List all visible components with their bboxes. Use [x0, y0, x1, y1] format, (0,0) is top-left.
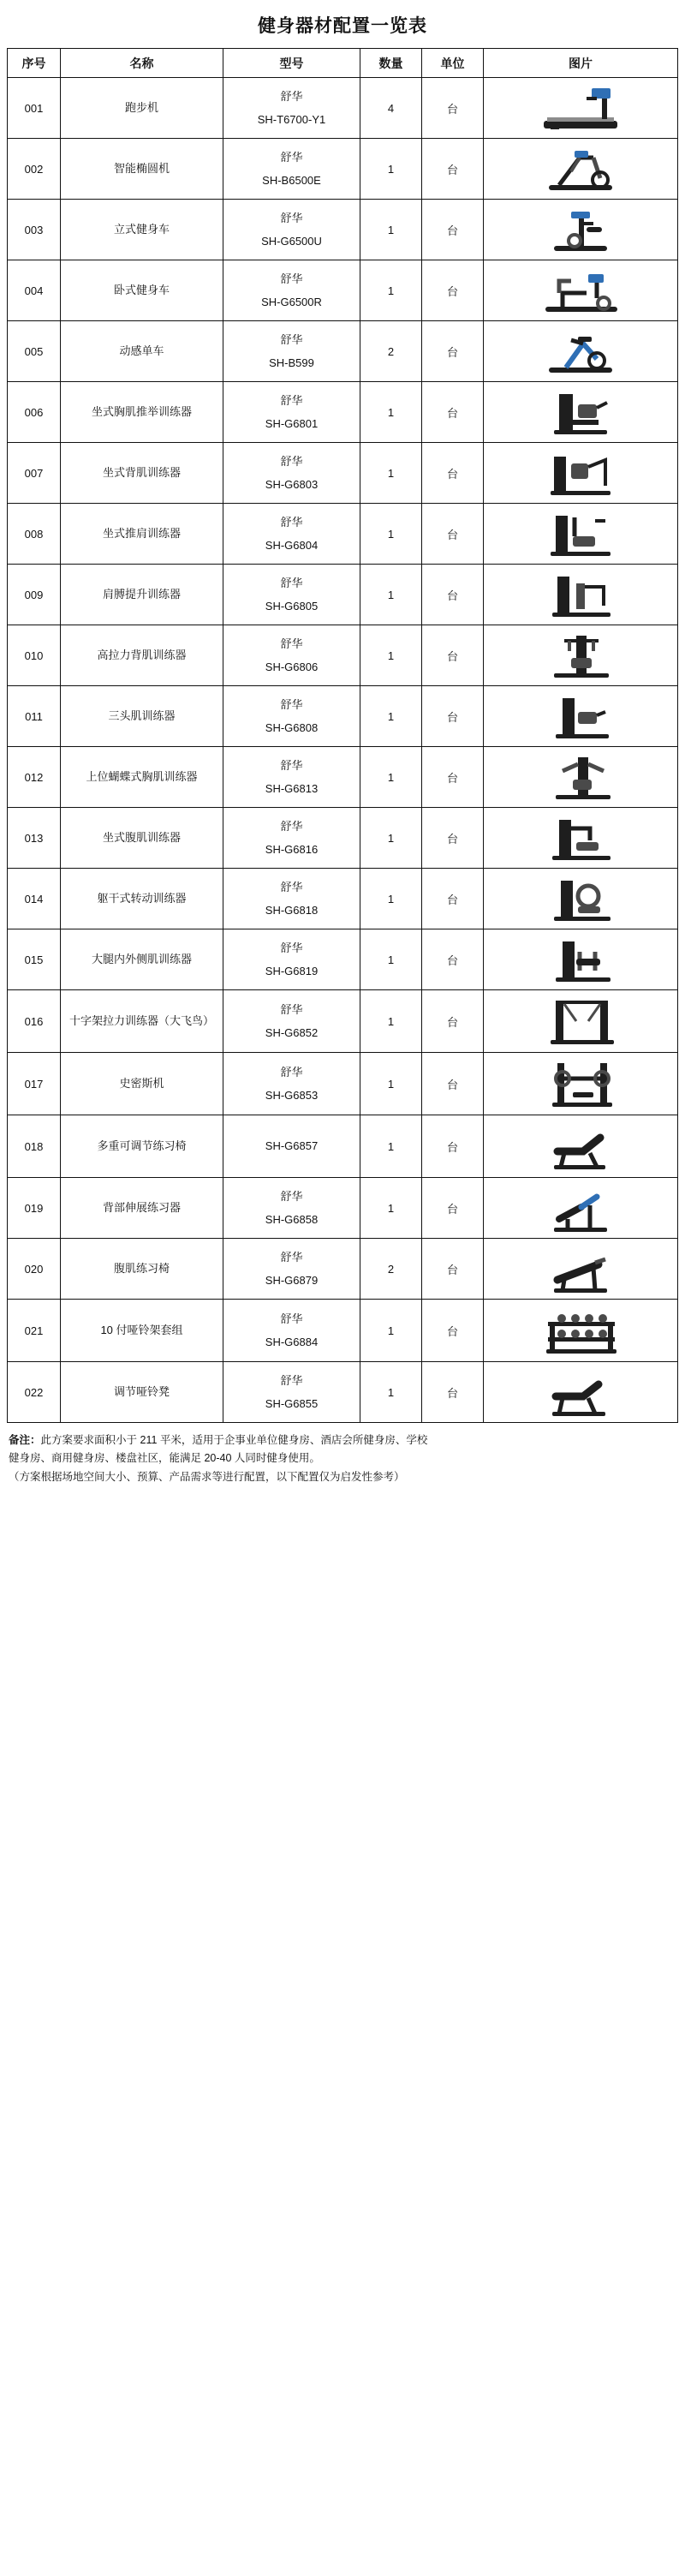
pec-fly-icon — [485, 750, 676, 804]
cell-model — [223, 808, 360, 869]
cell-name: 坐式推肩训练器 — [61, 504, 223, 565]
model-number: SH-G6806 — [265, 660, 319, 673]
model-number: SH-G6805 — [265, 600, 319, 613]
model-number: SH-B599 — [269, 356, 314, 369]
cell-image — [484, 1300, 678, 1362]
cell-quantity: 1 — [360, 1362, 422, 1423]
cell-image — [484, 443, 678, 504]
model-number: SH-G6853 — [265, 1089, 319, 1102]
cell-name: 上位蝴蝶式胸肌训练器 — [61, 747, 223, 808]
cell-model — [223, 929, 360, 990]
cell-quantity: 1 — [360, 382, 422, 443]
cell-index: 011 — [8, 686, 61, 747]
cell-model — [223, 1362, 360, 1423]
model-number: SH-G6808 — [265, 721, 319, 734]
cell-image — [484, 1178, 678, 1239]
model-number: SH-G6816 — [265, 843, 319, 856]
cell-index: 010 — [8, 625, 61, 686]
table-row — [8, 1362, 678, 1423]
table-row — [8, 382, 678, 443]
column-header-unit: 单位 — [422, 49, 484, 78]
cable-crossover-icon — [485, 994, 676, 1049]
table-row — [8, 929, 678, 990]
cell-name: 背部伸展练习器 — [61, 1178, 223, 1239]
table-row — [8, 139, 678, 200]
page-title: 健身器材配置一览表 — [258, 16, 427, 36]
model-brand: 舒华 — [280, 941, 303, 954]
cell-name: 动感单车 — [61, 321, 223, 382]
table-row — [8, 443, 678, 504]
table-row — [8, 78, 678, 139]
cell-name: 10 付哑铃架套组 — [61, 1300, 223, 1362]
cell-unit: 台 — [422, 139, 484, 200]
cell-image — [484, 565, 678, 625]
footer-text-1: 此方案要求面积小于 211 平米，适用于企事业单位健身房、酒店会所健身房、学校 — [40, 1434, 428, 1446]
cell-unit: 台 — [422, 382, 484, 443]
cell-image — [484, 990, 678, 1053]
model-brand: 舒华 — [280, 1373, 303, 1387]
model-brand: 舒华 — [280, 150, 303, 164]
cell-model — [223, 686, 360, 747]
cell-unit: 台 — [422, 1115, 484, 1178]
model-number: SH-G6500R — [261, 296, 322, 308]
cell-index: 015 — [8, 929, 61, 990]
cell-model — [223, 260, 360, 321]
cell-quantity: 1 — [360, 625, 422, 686]
model-number: SH-G6500U — [261, 235, 322, 248]
table-row — [8, 990, 678, 1053]
cell-model — [223, 1239, 360, 1300]
cell-model — [223, 869, 360, 929]
model-brand: 舒华 — [280, 1250, 303, 1264]
model-number: SH-G6813 — [265, 782, 319, 795]
dumbbell-bench-icon — [485, 1366, 676, 1419]
cell-index: 004 — [8, 260, 61, 321]
cell-unit: 台 — [422, 565, 484, 625]
cell-model — [223, 1300, 360, 1362]
cell-unit: 台 — [422, 200, 484, 260]
cell-index: 002 — [8, 139, 61, 200]
cell-unit: 台 — [422, 1239, 484, 1300]
cell-model — [223, 990, 360, 1053]
triceps-machine-icon — [485, 690, 676, 743]
cell-unit: 台 — [422, 443, 484, 504]
cell-index: 003 — [8, 200, 61, 260]
table-row — [8, 747, 678, 808]
cell-index: 021 — [8, 1300, 61, 1362]
cell-quantity: 1 — [360, 1053, 422, 1115]
cell-quantity: 1 — [360, 869, 422, 929]
model-brand: 舒华 — [280, 211, 303, 224]
model-number: SH-G6804 — [265, 539, 319, 552]
shrug-machine-icon — [485, 568, 676, 621]
model-brand: 舒华 — [280, 637, 303, 650]
cell-name: 大腿内外侧肌训练器 — [61, 929, 223, 990]
cell-name: 三头肌训练器 — [61, 686, 223, 747]
table-row — [8, 1115, 678, 1178]
model-brand: 舒华 — [280, 89, 303, 103]
column-header-index: 序号 — [8, 49, 61, 78]
cell-image — [484, 382, 678, 443]
shoulder-press-icon — [485, 507, 676, 560]
model-brand: 舒华 — [280, 272, 303, 285]
cell-unit: 台 — [422, 808, 484, 869]
column-header-model: 型号 — [223, 49, 360, 78]
model-number: SH-G6801 — [265, 417, 319, 430]
equipment-table — [7, 48, 678, 1423]
cell-quantity: 1 — [360, 686, 422, 747]
table-row — [8, 1178, 678, 1239]
cell-quantity: 1 — [360, 1178, 422, 1239]
cell-image — [484, 686, 678, 747]
model-brand: 舒华 — [280, 332, 303, 346]
table-row — [8, 808, 678, 869]
cell-quantity: 1 — [360, 443, 422, 504]
cell-name: 坐式背肌训练器 — [61, 443, 223, 504]
cell-image — [484, 625, 678, 686]
cell-name: 腹肌练习椅 — [61, 1239, 223, 1300]
cell-index: 022 — [8, 1362, 61, 1423]
table-row — [8, 321, 678, 382]
cell-image — [484, 504, 678, 565]
cell-unit: 台 — [422, 869, 484, 929]
cell-unit: 台 — [422, 260, 484, 321]
cell-image — [484, 78, 678, 139]
model-brand: 舒华 — [280, 515, 303, 529]
cell-name: 立式健身车 — [61, 200, 223, 260]
table-row — [8, 686, 678, 747]
cell-quantity: 4 — [360, 78, 422, 139]
model-brand: 舒华 — [280, 1065, 303, 1079]
model-number: SH-G6855 — [265, 1397, 319, 1410]
cell-index: 017 — [8, 1053, 61, 1115]
cell-quantity: 1 — [360, 1115, 422, 1178]
table-row — [8, 200, 678, 260]
model-brand: 舒华 — [280, 1002, 303, 1016]
cell-quantity: 1 — [360, 747, 422, 808]
cell-model — [223, 321, 360, 382]
cell-model — [223, 1053, 360, 1115]
spin-bike-icon — [485, 325, 676, 378]
cell-unit: 台 — [422, 504, 484, 565]
cell-quantity: 1 — [360, 260, 422, 321]
cell-unit: 台 — [422, 625, 484, 686]
back-machine-icon — [485, 446, 676, 499]
recumbent-bike-icon — [485, 264, 676, 317]
cell-name: 调节哑铃凳 — [61, 1362, 223, 1423]
cell-model — [223, 139, 360, 200]
footer-line-3: （方案根据场地空间大小、预算、产品需求等进行配置，以下配置仅为启发性参考） — [9, 1470, 405, 1483]
cell-image — [484, 808, 678, 869]
column-header-name: 名称 — [61, 49, 223, 78]
cell-name: 肩膊提升训练器 — [61, 565, 223, 625]
cell-name: 坐式胸肌推举训练器 — [61, 382, 223, 443]
model-brand: 舒华 — [280, 697, 303, 711]
cell-unit: 台 — [422, 686, 484, 747]
model-number: SH-G6819 — [265, 965, 319, 977]
model-number: SH-B6500E — [262, 174, 321, 187]
cell-name: 智能椭圆机 — [61, 139, 223, 200]
cell-quantity: 1 — [360, 139, 422, 200]
cell-unit: 台 — [422, 1362, 484, 1423]
cell-unit: 台 — [422, 747, 484, 808]
cell-index: 007 — [8, 443, 61, 504]
cell-image — [484, 1053, 678, 1115]
ab-bench-icon — [485, 1242, 676, 1295]
table-row — [8, 1053, 678, 1115]
model-brand: 舒华 — [280, 819, 303, 833]
column-header-qty: 数量 — [360, 49, 422, 78]
cell-model — [223, 565, 360, 625]
table-header-row — [8, 49, 678, 78]
cell-unit: 台 — [422, 990, 484, 1053]
cell-model — [223, 443, 360, 504]
lat-pulldown-icon — [485, 629, 676, 682]
model-number: SH-G6852 — [265, 1026, 319, 1039]
model-number: SH-G6884 — [265, 1336, 319, 1348]
smith-machine-icon — [485, 1056, 676, 1111]
cell-image — [484, 1362, 678, 1423]
cell-image — [484, 1115, 678, 1178]
cell-index: 001 — [8, 78, 61, 139]
cell-image — [484, 747, 678, 808]
model-number: SH-G6858 — [265, 1213, 319, 1226]
model-number: SH-G6857 — [265, 1139, 319, 1153]
hip-adductor-icon — [485, 933, 676, 986]
model-brand: 舒华 — [280, 880, 303, 894]
upright-bike-icon — [485, 203, 676, 256]
cell-image — [484, 929, 678, 990]
cell-model — [223, 1178, 360, 1239]
table-row — [8, 260, 678, 321]
cell-quantity: 2 — [360, 1239, 422, 1300]
cell-model — [223, 504, 360, 565]
cell-image — [484, 260, 678, 321]
table-row — [8, 504, 678, 565]
treadmill-icon — [485, 81, 676, 134]
table-row — [8, 1239, 678, 1300]
cell-index: 006 — [8, 382, 61, 443]
cell-quantity: 1 — [360, 1300, 422, 1362]
model-brand: 舒华 — [280, 1312, 303, 1325]
table-body — [8, 78, 678, 1423]
cell-image — [484, 321, 678, 382]
cell-unit: 台 — [422, 1178, 484, 1239]
cell-name: 坐式腹肌训练器 — [61, 808, 223, 869]
cell-model — [223, 1115, 360, 1178]
adjustable-bench-icon — [485, 1119, 676, 1174]
cell-image — [484, 139, 678, 200]
cell-name: 高拉力背肌训练器 — [61, 625, 223, 686]
table-row — [8, 625, 678, 686]
cell-quantity: 1 — [360, 565, 422, 625]
model-number: SH-G6818 — [265, 904, 319, 917]
cell-quantity: 1 — [360, 929, 422, 990]
model-brand: 舒华 — [280, 758, 303, 772]
cell-quantity: 1 — [360, 990, 422, 1053]
cell-index: 005 — [8, 321, 61, 382]
cell-quantity: 2 — [360, 321, 422, 382]
model-brand: 舒华 — [280, 576, 303, 589]
cell-index: 019 — [8, 1178, 61, 1239]
cell-unit: 台 — [422, 321, 484, 382]
cell-unit: 台 — [422, 78, 484, 139]
cell-image — [484, 1239, 678, 1300]
torso-rotation-icon — [485, 872, 676, 925]
cell-quantity: 1 — [360, 504, 422, 565]
cell-name: 躯干式转动训练器 — [61, 869, 223, 929]
model-number: SH-T6700-Y1 — [257, 113, 326, 126]
cell-quantity: 1 — [360, 808, 422, 869]
footer-notes — [7, 1423, 678, 1493]
cell-name: 卧式健身车 — [61, 260, 223, 321]
cell-index: 013 — [8, 808, 61, 869]
cell-index: 020 — [8, 1239, 61, 1300]
table-row — [8, 565, 678, 625]
cell-model — [223, 747, 360, 808]
dumbbell-rack-icon — [485, 1303, 676, 1358]
cell-image — [484, 200, 678, 260]
cell-name: 史密斯机 — [61, 1053, 223, 1115]
model-number: SH-G6879 — [265, 1274, 319, 1287]
cell-index: 016 — [8, 990, 61, 1053]
cell-model — [223, 625, 360, 686]
cell-image — [484, 869, 678, 929]
cell-model — [223, 78, 360, 139]
footer-lead: 备注： — [9, 1434, 41, 1446]
model-brand: 舒华 — [280, 1189, 303, 1203]
cell-quantity: 1 — [360, 200, 422, 260]
cell-index: 009 — [8, 565, 61, 625]
cell-unit: 台 — [422, 929, 484, 990]
cell-model — [223, 382, 360, 443]
footer-line-2: 健身房、商用健身房、楼盘社区，能满足 20-40 人同时健身使用。 — [9, 1452, 320, 1465]
ab-machine-icon — [485, 811, 676, 864]
footer-line-1 — [9, 1431, 676, 1449]
chest-press-icon — [485, 386, 676, 439]
elliptical-icon — [485, 142, 676, 195]
table-row — [8, 1300, 678, 1362]
cell-name: 跑步机 — [61, 78, 223, 139]
cell-index: 008 — [8, 504, 61, 565]
cell-unit: 台 — [422, 1300, 484, 1362]
cell-index: 014 — [8, 869, 61, 929]
cell-model — [223, 200, 360, 260]
back-extension-icon — [485, 1181, 676, 1234]
cell-unit: 台 — [422, 1053, 484, 1115]
model-brand: 舒华 — [280, 454, 303, 468]
table-header — [8, 49, 678, 78]
model-brand: 舒华 — [280, 393, 303, 407]
table-row — [8, 869, 678, 929]
cell-name: 多重可调节练习椅 — [61, 1115, 223, 1178]
cell-index: 018 — [8, 1115, 61, 1178]
column-header-image: 图片 — [484, 49, 678, 78]
cell-index: 012 — [8, 747, 61, 808]
cell-name: 十字架拉力训练器（大飞鸟） — [61, 990, 223, 1053]
model-number: SH-G6803 — [265, 478, 319, 491]
